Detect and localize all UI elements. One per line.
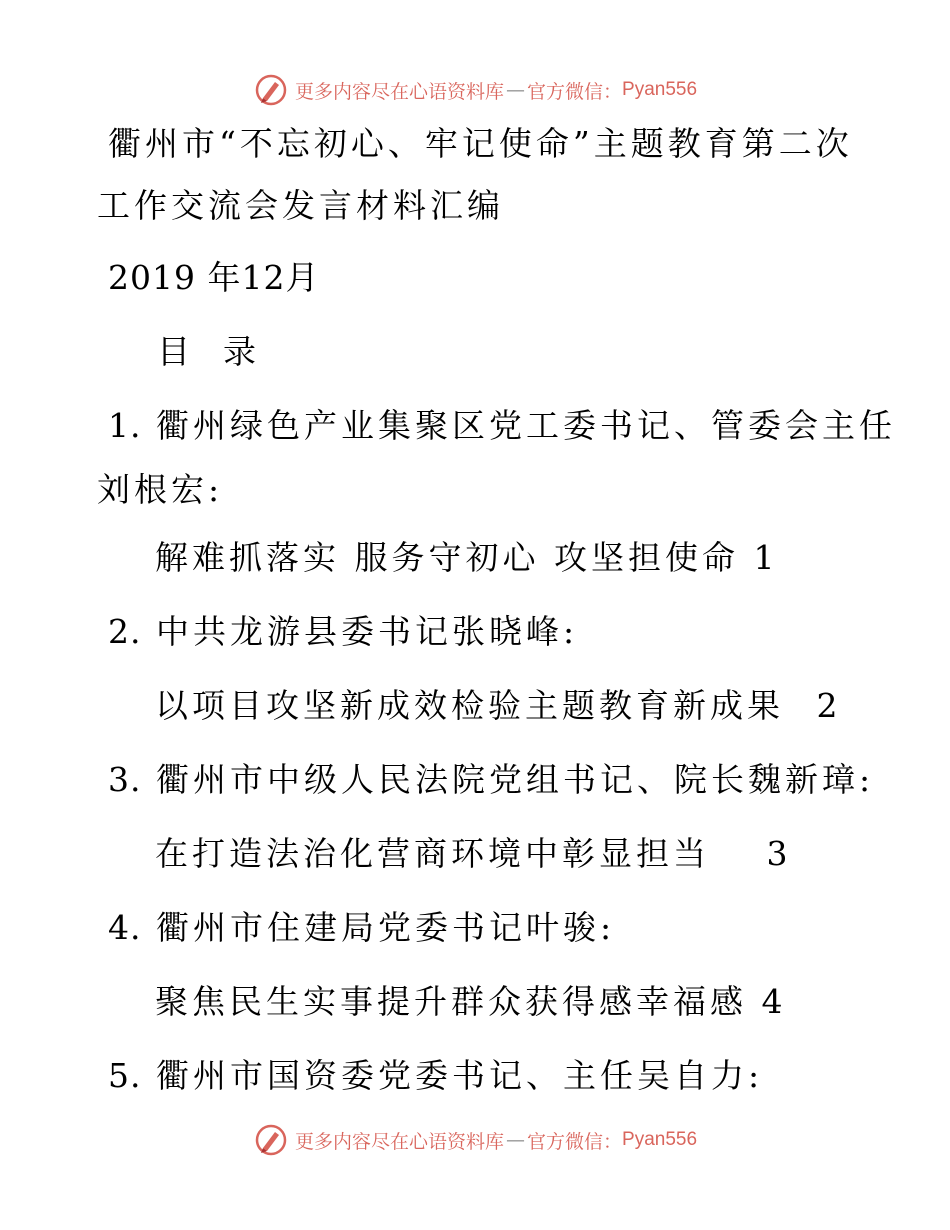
toc-entry-number: 3. [108,760,142,799]
toc-entry-page: 1 [753,538,776,577]
header-banner [0,70,950,110]
doc-title-line2: 工作交流会发言材料汇编 [97,186,504,225]
toc-entry-1-speaker [108,406,896,446]
banner-official-label: 官方微信 [526,1130,603,1153]
pen-logo-icon [253,1122,289,1158]
toc-entry-3-title [155,834,789,874]
doc-date: 2019 年12月 [108,258,320,297]
banner-separator: — [505,79,525,101]
footer-banner [0,1120,950,1160]
toc-heading: 目 录 [157,332,260,371]
toc-entry-title: 解难抓落实 服务守初心 攻坚担使命 [155,538,739,577]
banner-account: Pyan556 [622,79,698,100]
toc-entry-3-speaker [108,760,874,800]
banner-separator: — [505,1129,525,1151]
toc-entry-4-speaker [108,908,615,948]
toc-entry-speaker: 衢州市国资委党委书记、主任吴自力: [156,1056,764,1095]
banner-official-label: 官方微信 [526,80,603,103]
toc-entry-5-speaker [108,1056,763,1096]
doc-title-line1: 衢州市“不忘初心、牢记使命”主题教育第二次 [108,124,853,163]
toc-entry-speaker: 中共龙游县委书记张晓峰: [156,612,579,651]
toc-entry-1-speaker-line2: 刘根宏: [97,470,224,509]
banner-account: Pyan556 [622,1129,698,1150]
toc-entry-number: 1. [108,406,142,445]
toc-entry-title: 以项目攻坚新成效检验主题教育新成果 [155,686,784,725]
toc-entry-number: 2. [108,612,142,651]
toc-entry-speaker: 衢州市住建局党委书记叶骏: [156,908,616,947]
toc-entry-speaker: 衢州绿色产业集聚区党工委书记、管委会主任 [156,406,896,445]
toc-entry-page: 4 [761,982,784,1021]
toc-entry-number: 5. [108,1056,142,1095]
toc-entry-speaker: 衢州市中级人民法院党组书记、院长魏新璋: [156,760,875,799]
toc-entry-title: 在打造法治化营商环境中彰显担当 [155,834,710,873]
banner-main-text: 更多内容尽在心语资料库 [294,1130,504,1153]
toc-entry-title: 聚焦民生实事提升群众获得感幸福感 [155,982,747,1021]
toc-entry-1-title [155,538,775,578]
banner-colon: ： [603,1130,623,1153]
toc-entry-page: 2 [816,686,839,725]
toc-entry-2-title [155,686,839,726]
toc-entry-4-title [155,982,784,1022]
pen-logo-icon [253,72,289,108]
banner-main-text: 更多内容尽在心语资料库 [294,80,504,103]
banner-colon: ： [603,80,623,103]
toc-entry-number: 4. [108,908,142,947]
toc-entry-2-speaker [108,612,578,652]
toc-entry-page: 3 [766,834,789,873]
